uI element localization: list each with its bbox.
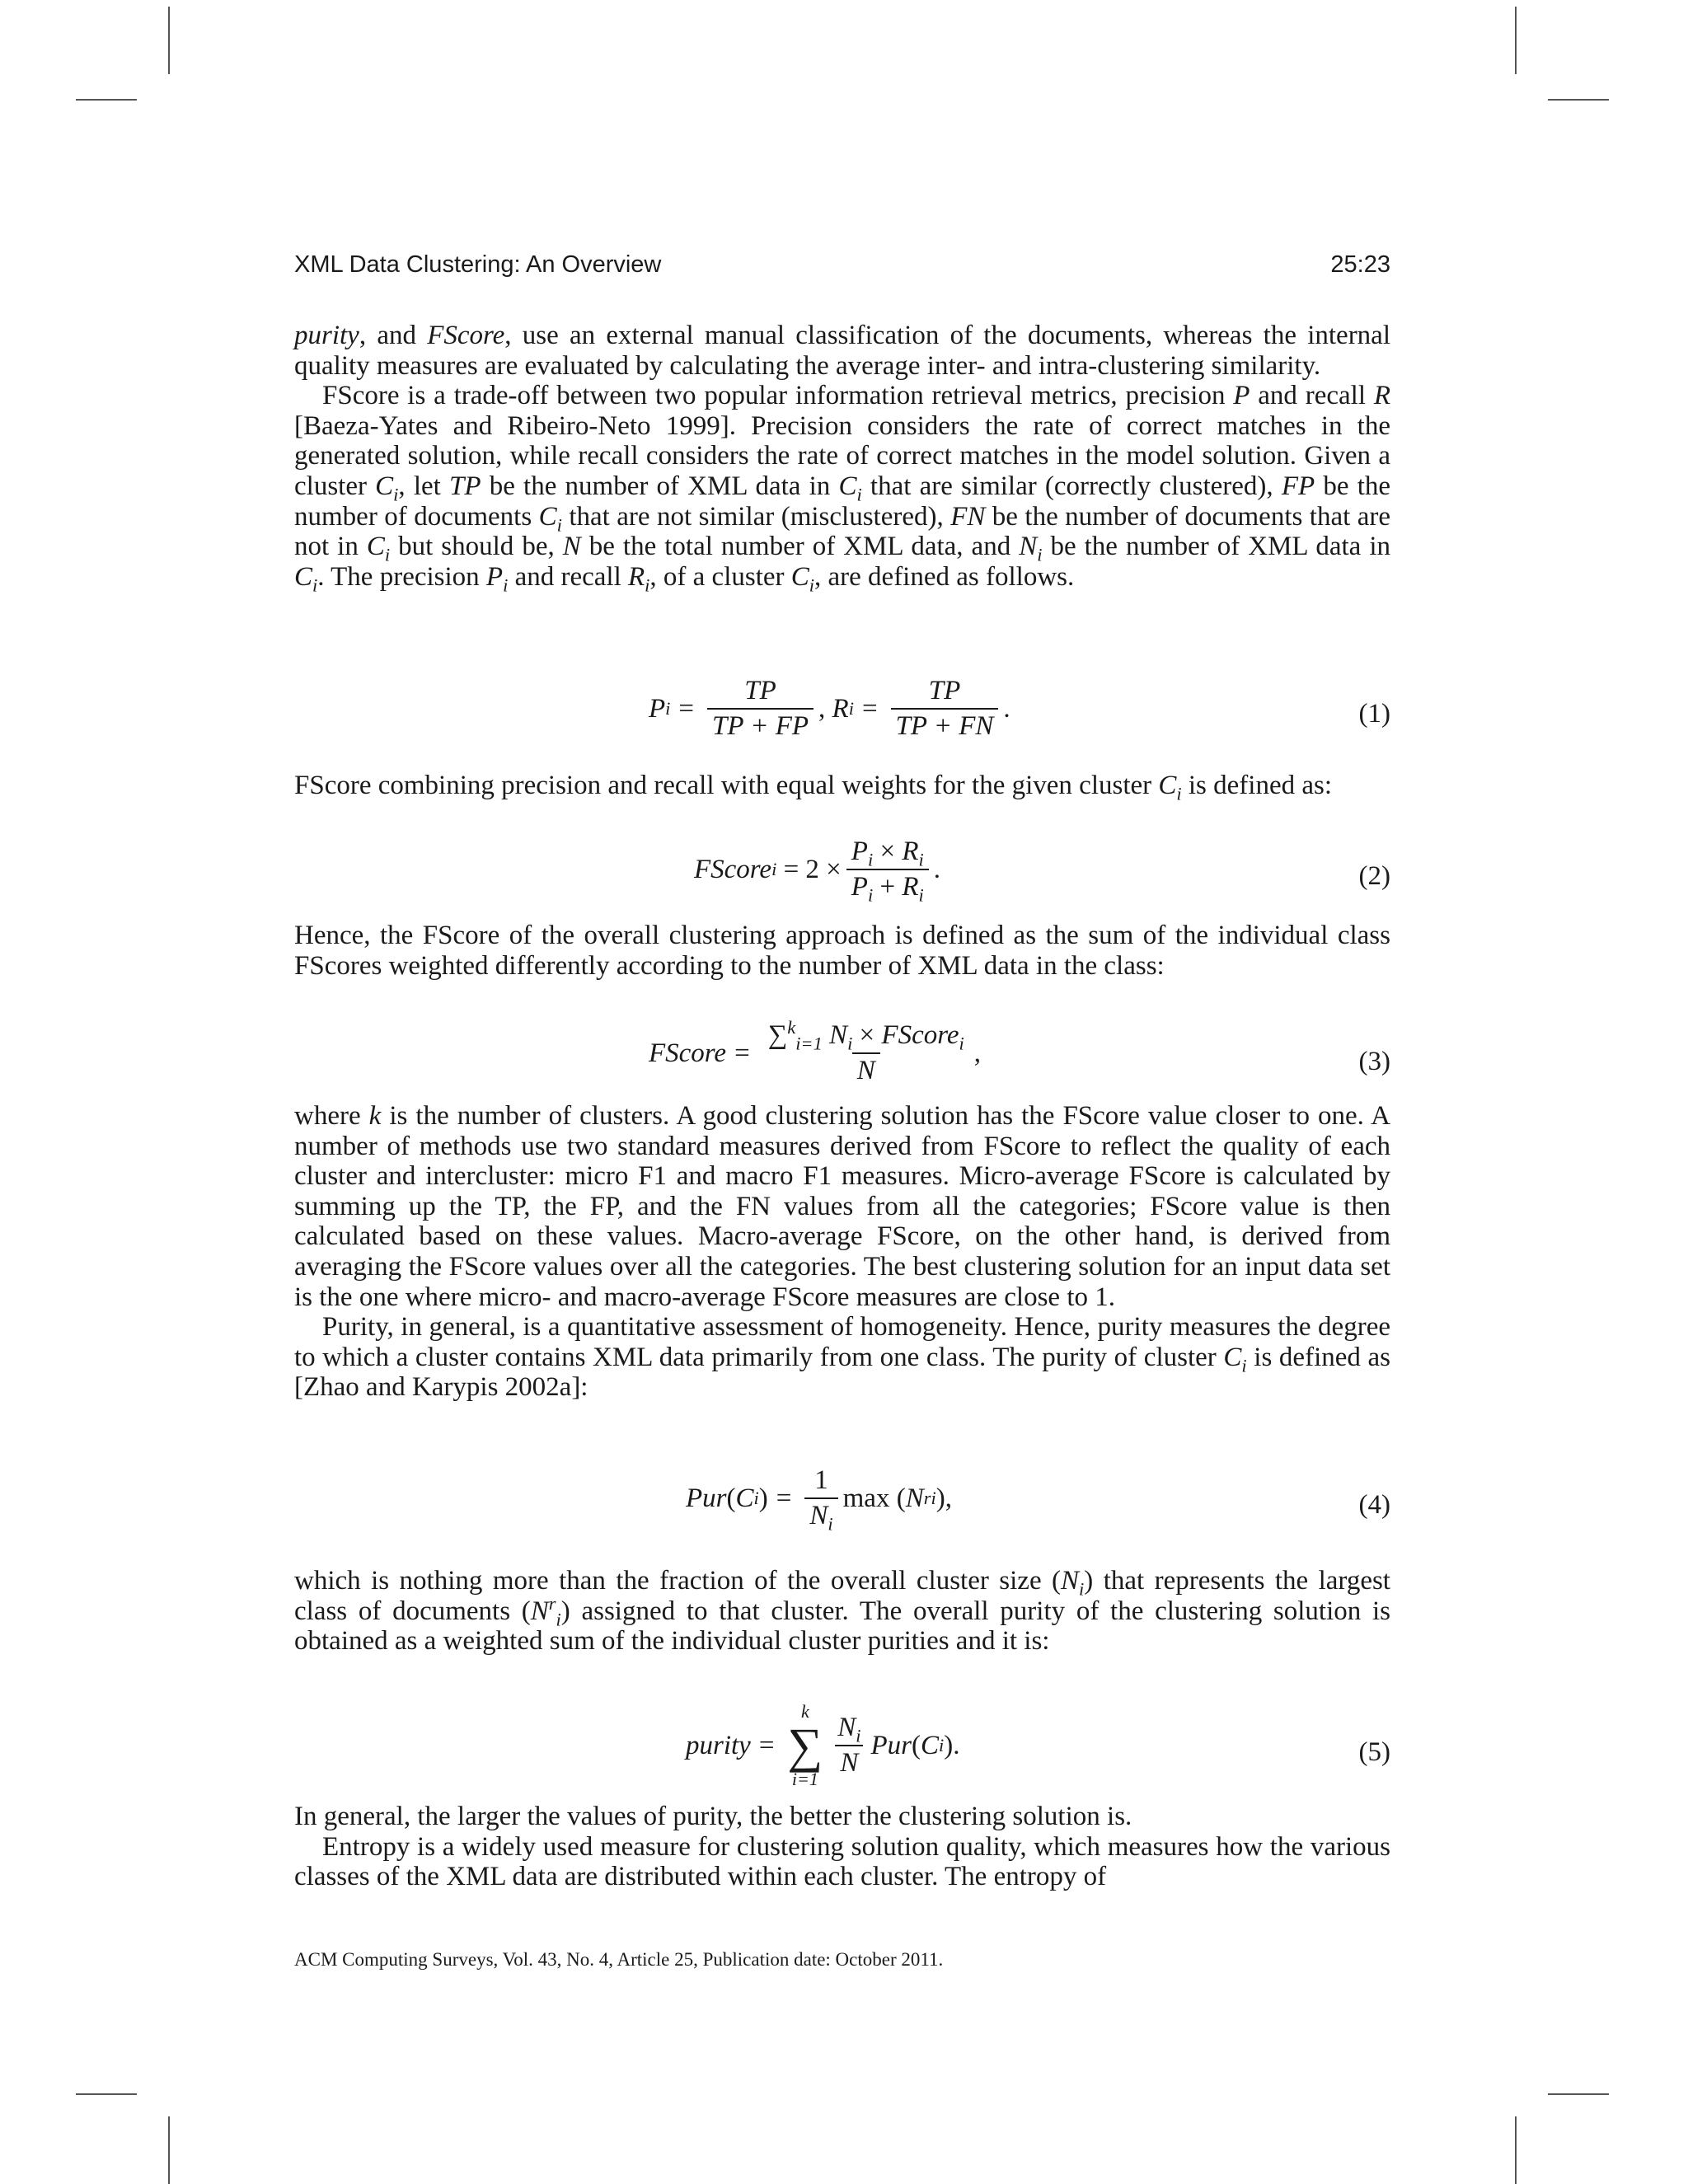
paragraph: Purity, in general, is a quantitative assessment of homogeneity. Hence, purity measures the degree to which a cluster contains XML data primarily from one class. The purity of cluster $C_i$ is defined as [Zhao and Karypis 2002a]:	[294, 1312, 1390, 1403]
text-block-3	[294, 921, 1390, 981]
crop-mark	[1515, 7, 1517, 74]
equation-number: (4)	[1358, 1490, 1390, 1520]
text-block-4	[294, 1101, 1390, 1403]
text-block-1	[294, 321, 1391, 596]
paragraph: purity, and FScore, use an external manual classification of the documents, whereas the internal quality measures are evaluated by calculating the average inter- and intra-clustering similarity.	[294, 321, 1390, 381]
text-block-2	[294, 771, 1390, 804]
crop-mark	[168, 2116, 170, 2184]
text-block-5	[294, 1566, 1390, 1657]
running-head	[294, 251, 1390, 279]
crop-mark	[1515, 2116, 1517, 2184]
page-footer: ACM Computing Surveys, Vol. 43, No. 4, Article 25, Publication date: October 2011.	[294, 1949, 944, 1970]
text-block-6	[294, 1802, 1390, 1892]
equation-number: (3)	[1358, 1047, 1390, 1076]
crop-mark	[76, 2093, 137, 2095]
paragraph: FScore combining precision and recall with equal weights for the given cluster $C_i$ is defined as:	[294, 771, 1333, 804]
paragraph: where k is the number of clusters. A good clustering solution has the FScore value closer to one. A number of methods use two standard measures derived from FScore to reflect the quality of each cluster and intercluster: micro F1 and macro F1 measures. Micro-average FScore is calculated by summing up the TP, the FP, and the FN values from all the categories; FScore value is then calculated based on these values. Macro-average FScore, on the other hand, is derived from averaging the FScore values over all the categories. The best clustering solution for an input data set is the one where micro- and macro-average FScore measures are close to 1.	[294, 1101, 1390, 1312]
paragraph: which is nothing more than the fraction of the overall cluster size $(N_i)$ that represents the largest class of documents $(N^r_i)$ assigned to that cluster. The overall purity of the clustering solution is obtained as a weighted sum of the individual cluster purities and it is:	[294, 1566, 1390, 1657]
paragraph: Hence, the FScore of the overall clustering approach is defined as the sum of the individual class FScores weighted differently according to the number of XML data in the class:	[294, 921, 1390, 981]
paragraph: Entropy is a widely used measure for clustering solution quality, which measures how the various classes of the XML data are distributed within each cluster. The entropy of	[294, 1831, 1390, 1892]
equation-number: (2)	[1358, 861, 1390, 891]
crop-mark	[168, 7, 170, 74]
page-number: 25:23	[1330, 251, 1390, 278]
equation-number: (1)	[1358, 699, 1390, 729]
paragraph: FScore is a trade-off between two popular information retrieval metrics, precision P and recall R [Baeza-Yates and Ribeiro-Neto 1999]. Precision considers the rate of correct matches in the generated solution, while recall considers the rate of correct matches in the model solution. Given a cluster $C_i$, let TP be the number of XML data in $C_i$ that are similar (correctly clustered), FP be the number of documents $C_i$ that are not similar (misclustered), FN be the number of documents that are not in $C_i$ but should be, N be the total number of XML data, and $N_i$ be the number of XML data in $C_i$. The precision $P_i$ and recall $R_i$, of a cluster $C_i$, are defined as follows.	[294, 381, 1391, 596]
paragraph: In general, the larger the values of purity, the better the clustering solution is.	[294, 1802, 1132, 1831]
crop-mark	[1548, 2093, 1609, 2095]
equation-number: (5)	[1358, 1737, 1390, 1767]
running-title: XML Data Clustering: An Overview	[294, 251, 662, 278]
crop-mark	[1548, 99, 1609, 101]
crop-mark	[76, 99, 137, 101]
